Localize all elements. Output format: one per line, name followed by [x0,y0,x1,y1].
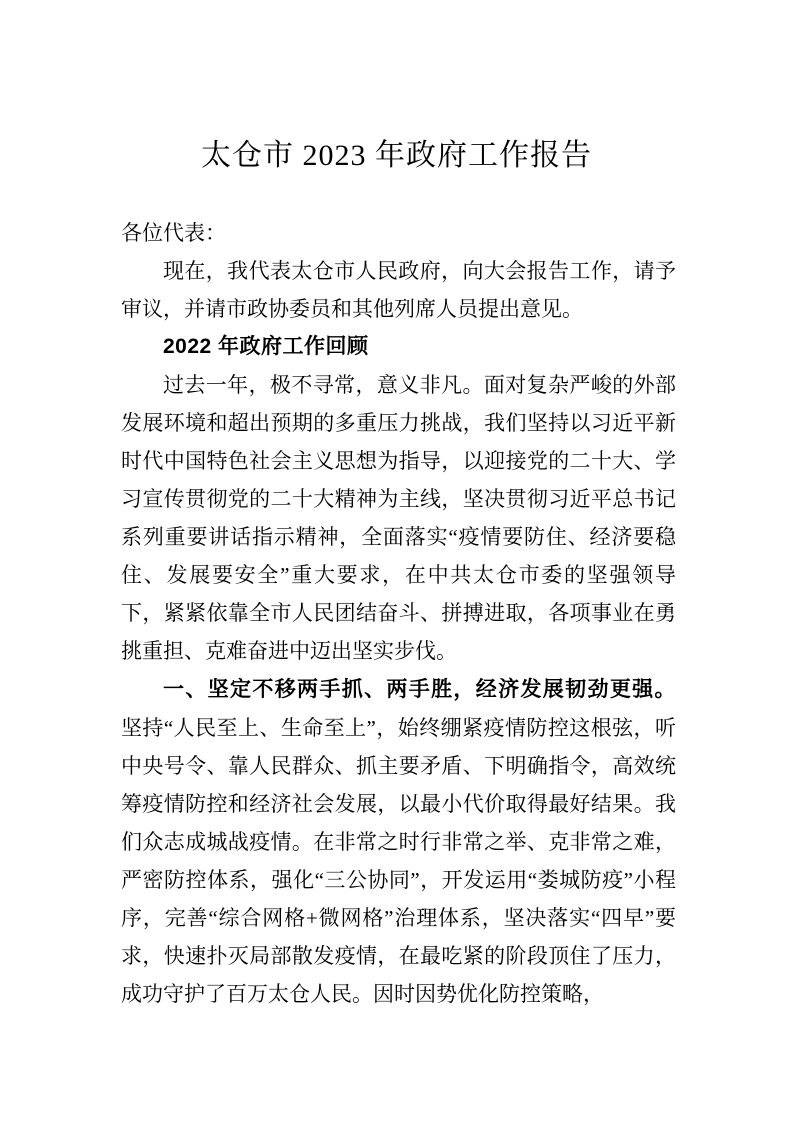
section-one-heading: 一、坚定不移两手抓、两手胜，经济发展韧劲更强。 [163,678,676,701]
review-paragraph: 过去一年，极不寻常，意义非凡。面对复杂严峻的外部发展环境和超出预期的多重压力挑战，我们坚持以习近平新时代中国特色社会主义思想为指导，以迎接党的二十大、学习宣传贯彻党的二十大精神为主线，坚决贯彻习近平总书记系列重要讲话指示精神，全面落实“疫情要防住、经济要稳住、发展要安全”重大要求，在中共太仓市委的坚强领导下，紧紧依靠全市人民团结奋斗、拼搏进取，各项事业在勇挑重担、克难奋进中迈出坚实步伐。 [121,373,676,663]
review-section-heading: 2022 年政府工作回顾 [163,335,369,358]
opening-paragraph: 现在，我代表太仓市人民政府，向大会报告工作，请予审议，并请市政协委员和其他列席人员提出意见。 [121,259,676,321]
document-title: 太仓市 2023 年政府工作报告 [201,139,592,172]
salutation-line: 各位代表： [121,221,226,245]
document-body [121,214,676,1013]
section-one-body-text: 坚持“人民至上、生命至上”，始终绷紧疫情防控这根弦，听中央号令、靠人民群众、抓主要矛盾、下明确指令，高效统筹疫情防控和经济社会发展，以最小代价取得最好结果。我们众志成城战疫情。在非常之时行非常之举、克非常之难，严密防控体系，强化“三公协同”，开发运用“娄城防疫”小程序，完善“综合网格+微网格”治理体系，坚决落实“四早”要求，快速扑灭局部散发疫情，在最吃紧的阶段顶住了压力，成功守护了百万太仓人民。因时因势优化防控策略， [121,716,676,1006]
section-one-paragraph [121,670,676,1013]
